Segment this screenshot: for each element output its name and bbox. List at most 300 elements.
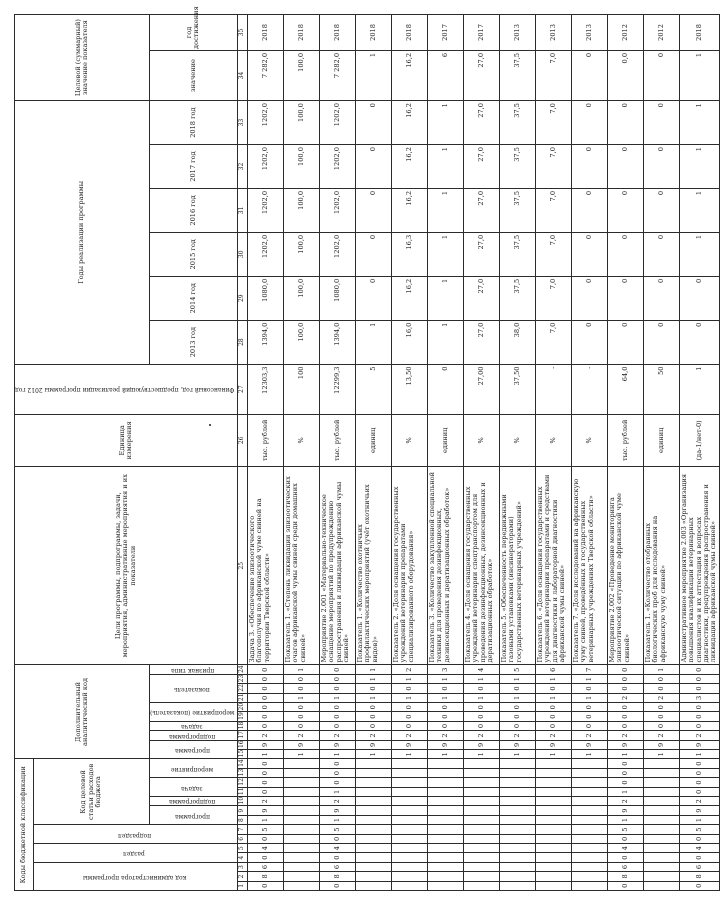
code-digit-cell: 0 bbox=[427, 721, 463, 730]
code-digit-cell bbox=[499, 778, 535, 787]
code-digit-cell bbox=[535, 853, 571, 862]
code-digit-cell: 2 bbox=[247, 797, 283, 806]
code-digit-cell: 6 bbox=[319, 862, 355, 871]
year-value-cell: 0 bbox=[679, 276, 719, 320]
code-digit-cell bbox=[283, 787, 319, 796]
financial-year-header: Финансовый год, предшествующий реализации программы 2012 год bbox=[15, 364, 238, 414]
code-digit-cell: 0 bbox=[283, 684, 319, 693]
unit-cell: % bbox=[535, 414, 571, 466]
code-digit-cell: 4 bbox=[463, 665, 499, 674]
year-value-cell: 0 bbox=[355, 276, 391, 320]
code-digit-cell: 0 bbox=[679, 881, 719, 890]
code-digit-cell: 0 bbox=[535, 703, 571, 712]
code-digit-cell: 0 bbox=[463, 712, 499, 721]
code-digit-cell: 0 bbox=[679, 787, 719, 796]
year-value-cell: 27,0 bbox=[463, 101, 499, 145]
code-digit-cell: 9 bbox=[247, 740, 283, 749]
code-digit-cell bbox=[283, 844, 319, 853]
goal-text-cell: Показатель 4. «Доля оснащения государственных учреждений ветеринарии спецтранспортом для проведения дезинфекционных, дезинсекционных и дератизационных обработок» bbox=[463, 466, 499, 665]
target-value-cell: 16,2 bbox=[391, 50, 427, 100]
code-digit-cell: 0 bbox=[247, 712, 283, 721]
code-digit-cell: 2 bbox=[391, 731, 427, 740]
code-digit-cell bbox=[643, 881, 679, 890]
code-digit-cell: 1 bbox=[607, 787, 643, 796]
column-index-cell: 13 bbox=[237, 768, 247, 777]
code-digit-cell: 2 bbox=[643, 731, 679, 740]
code-digit-cell: 0 bbox=[607, 703, 643, 712]
code-digit-cell: 0 bbox=[355, 712, 391, 721]
code-digit-cell: 1 bbox=[643, 750, 679, 759]
code-digit-cell: 0 bbox=[391, 712, 427, 721]
code-digit-cell: 0 bbox=[535, 721, 571, 730]
code-digit-cell: 3 bbox=[679, 693, 719, 702]
code-digit-cell: 2 bbox=[391, 665, 427, 674]
code-digit-cell bbox=[535, 768, 571, 777]
year-value-cell: 27,0 bbox=[463, 320, 499, 364]
target-year-cell: 2017 bbox=[427, 15, 463, 51]
column-index-cell: 34 bbox=[237, 50, 247, 100]
code-digit-cell bbox=[499, 806, 535, 815]
code-digit-cell: 2 bbox=[247, 731, 283, 740]
table-row bbox=[607, 15, 643, 891]
code-digit-cell bbox=[535, 806, 571, 815]
unit-cell: тыс. рублей bbox=[607, 414, 643, 466]
column-index-row bbox=[237, 15, 247, 891]
year-value-cell: 0 bbox=[643, 188, 679, 232]
code-digit-cell: 8 bbox=[319, 872, 355, 881]
code-digit-cell: 0 bbox=[319, 721, 355, 730]
year-value-cell: 1 bbox=[679, 232, 719, 276]
year-value-cell: 0 bbox=[355, 101, 391, 145]
goal-text-cell: Показатель 7. «Доля исследований на африканскую чуму свиней, проведённых в государственных ветеринарных учреждениях Тверской области» bbox=[571, 466, 607, 665]
base-year-cell: 37,50 bbox=[499, 364, 535, 414]
code-digit-cell: 1 bbox=[535, 693, 571, 702]
code-digit-cell bbox=[391, 853, 427, 862]
unit-header: Единица измерения bbox=[15, 414, 238, 466]
code-digit-cell bbox=[643, 853, 679, 862]
code-digit-cell: 9 bbox=[427, 740, 463, 749]
code-digit-cell bbox=[499, 853, 535, 862]
column-index-cell: 17 bbox=[237, 731, 247, 740]
code-digit-cell bbox=[391, 768, 427, 777]
code-digit-cell: 1 bbox=[463, 674, 499, 683]
code-digit-cell: 1 bbox=[355, 665, 391, 674]
unit-cell: % bbox=[571, 414, 607, 466]
code-digit-cell bbox=[355, 768, 391, 777]
code-digit-cell: 0 bbox=[607, 759, 643, 768]
code-digit-cell: 0 bbox=[679, 665, 719, 674]
year-value-cell: 100,0 bbox=[283, 232, 319, 276]
code-digit-cell: 0 bbox=[679, 674, 719, 683]
unit-cell: % bbox=[499, 414, 535, 466]
code-digit-cell: 9 bbox=[499, 740, 535, 749]
table-row bbox=[247, 15, 283, 891]
year-2018-header: 2018 год bbox=[149, 101, 237, 145]
year-value-cell: 16,2 bbox=[391, 276, 427, 320]
code-digit-cell: 1 bbox=[283, 693, 319, 702]
code-digit-cell: 0 bbox=[679, 768, 719, 777]
year-value-cell: 0 bbox=[607, 320, 643, 364]
target-value-cell: 7,0 bbox=[535, 50, 571, 100]
code-digit-cell: 5 bbox=[499, 665, 535, 674]
column-index-cell: 5 bbox=[237, 844, 247, 853]
code-digit-cell: 9 bbox=[391, 740, 427, 749]
column-index-cell: 33 bbox=[237, 101, 247, 145]
year-value-cell: 100,0 bbox=[283, 145, 319, 189]
column-index-cell: 31 bbox=[237, 188, 247, 232]
column-index-cell: 23 bbox=[237, 674, 247, 683]
code-digit-cell: 0 bbox=[247, 703, 283, 712]
year-value-cell: 0 bbox=[643, 320, 679, 364]
code-digit-cell: 0 bbox=[607, 665, 643, 674]
code-digit-cell bbox=[427, 834, 463, 843]
code-digit-cell bbox=[355, 853, 391, 862]
code-digit-cell bbox=[355, 825, 391, 834]
year-value-cell: 7,0 bbox=[535, 145, 571, 189]
year-value-cell: 1 bbox=[427, 320, 463, 364]
unit-cell: % bbox=[391, 414, 427, 466]
code-digit-cell: 1 bbox=[355, 750, 391, 759]
year-value-cell: 1202,0 bbox=[247, 232, 283, 276]
code-digit-cell: 0 bbox=[463, 684, 499, 693]
code-digit-cell bbox=[427, 862, 463, 871]
code-digit-cell: 0 bbox=[247, 787, 283, 796]
code-digit-cell: 0 bbox=[463, 703, 499, 712]
year-value-cell: 0 bbox=[607, 276, 643, 320]
code-digit-cell bbox=[391, 759, 427, 768]
code-digit-cell: 0 bbox=[319, 684, 355, 693]
code-digit-cell: 1 bbox=[319, 787, 355, 796]
code-digit-cell: 9 bbox=[355, 740, 391, 749]
code-digit-cell bbox=[571, 759, 607, 768]
code-digit-cell bbox=[355, 815, 391, 824]
code-digit-cell bbox=[391, 872, 427, 881]
code-digit-cell bbox=[463, 806, 499, 815]
year-value-cell: 0 bbox=[643, 232, 679, 276]
code-digit-cell bbox=[463, 759, 499, 768]
target-value-cell: 0,0 bbox=[607, 50, 643, 100]
base-year-cell: 12299,3 bbox=[319, 364, 355, 414]
code-digit-cell bbox=[463, 834, 499, 843]
column-index-cell: 6 bbox=[237, 834, 247, 843]
code-digit-cell bbox=[391, 806, 427, 815]
code-digit-cell bbox=[535, 881, 571, 890]
code-digit-cell: 1 bbox=[247, 750, 283, 759]
code-digit-cell: 0 bbox=[427, 703, 463, 712]
column-index-cell: 32 bbox=[237, 145, 247, 189]
year-value-cell: 0 bbox=[571, 188, 607, 232]
code-digit-cell: 1 bbox=[535, 674, 571, 683]
code-digit-cell: 2 bbox=[427, 731, 463, 740]
code-digit-cell: 1 bbox=[499, 750, 535, 759]
goal-text-cell: Показатель 1. «Количество охотничьих профилактических мероприятий (учёт охотничьих видов)» bbox=[355, 466, 391, 665]
year-value-cell: 0 bbox=[571, 320, 607, 364]
code-digit-cell: 9 bbox=[607, 740, 643, 749]
code-digit-cell bbox=[571, 825, 607, 834]
column-index-cell: 2 bbox=[237, 872, 247, 881]
column-index-cell: 22 bbox=[237, 684, 247, 693]
code-digit-cell bbox=[391, 862, 427, 871]
year-value-cell: 16,2 bbox=[391, 188, 427, 232]
code-digit-cell bbox=[643, 797, 679, 806]
code-digit-cell bbox=[391, 834, 427, 843]
code-digit-cell bbox=[643, 806, 679, 815]
code-digit-cell: 0 bbox=[571, 712, 607, 721]
code-digit-cell bbox=[283, 759, 319, 768]
year-value-cell: 27,0 bbox=[463, 188, 499, 232]
code-digit-cell: 0 bbox=[679, 853, 719, 862]
column-index-cell: 18 bbox=[237, 721, 247, 730]
target-header: Целевой (суммарный) значение показателя bbox=[15, 15, 150, 101]
year-value-cell: 37,5 bbox=[499, 188, 535, 232]
code-digit-cell bbox=[463, 844, 499, 853]
base-year-cell: 64,0 bbox=[607, 364, 643, 414]
year-value-cell: 1202,0 bbox=[319, 232, 355, 276]
code-digit-cell bbox=[463, 825, 499, 834]
target-value-cell: 100,0 bbox=[283, 50, 319, 100]
code-digit-cell: 0 bbox=[535, 684, 571, 693]
year-value-cell: 0 bbox=[607, 232, 643, 276]
code-digit-cell: 8 bbox=[247, 872, 283, 881]
goal-text-cell: Мероприятие 2.001 «Материально-техническое оснащение мероприятий по предупреждению распространения и ликвидации африканской чумы свиней» bbox=[319, 466, 355, 665]
code-digit-cell bbox=[283, 806, 319, 815]
code-digit-cell bbox=[535, 862, 571, 871]
code-digit-cell bbox=[355, 759, 391, 768]
rotated-table-wrapper bbox=[14, 6, 718, 891]
code-digit-cell: 0 bbox=[607, 853, 643, 862]
code-digit-cell bbox=[463, 787, 499, 796]
code-digit-cell bbox=[427, 768, 463, 777]
year-value-cell: 7,0 bbox=[535, 320, 571, 364]
code-digit-cell: 0 bbox=[283, 674, 319, 683]
code-digit-cell bbox=[571, 806, 607, 815]
code-digit-cell: 9 bbox=[679, 806, 719, 815]
base-year-cell: 12303,3 bbox=[247, 364, 283, 414]
code-digit-cell bbox=[643, 862, 679, 871]
table-row bbox=[427, 15, 463, 891]
code-digit-cell: 1 bbox=[427, 674, 463, 683]
column-index-cell: 30 bbox=[237, 232, 247, 276]
code-digit-cell bbox=[355, 806, 391, 815]
expenditure-code-header: Код целевой статьи расходов бюджета bbox=[34, 759, 150, 825]
code-digit-cell bbox=[283, 862, 319, 871]
code-digit-cell: 2 bbox=[283, 731, 319, 740]
year-value-cell: 100,0 bbox=[283, 188, 319, 232]
unit-cell: тыс. рублей bbox=[247, 414, 283, 466]
year-value-cell: 16,2 bbox=[391, 101, 427, 145]
table-row bbox=[679, 15, 719, 891]
base-year-cell: 13,50 bbox=[391, 364, 427, 414]
code-digit-cell: 0 bbox=[247, 684, 283, 693]
code-digit-cell: 0 bbox=[679, 703, 719, 712]
code-digit-cell: 2 bbox=[607, 797, 643, 806]
code-digit-cell bbox=[499, 787, 535, 796]
code-digit-cell: 0 bbox=[499, 721, 535, 730]
goal-text-cell: Мероприятие 2.002 «Проведение мониторинга эпизоотической ситуации по африканской чуме свиней» bbox=[607, 466, 643, 665]
code-digit-cell: 3 bbox=[427, 665, 463, 674]
table-row bbox=[355, 15, 391, 891]
year-2013-header: 2013 год bbox=[149, 320, 237, 364]
target-value-cell: 1 bbox=[355, 50, 391, 100]
code-digit-cell bbox=[571, 797, 607, 806]
year-value-cell: 7,0 bbox=[535, 276, 571, 320]
code-digit-cell bbox=[571, 768, 607, 777]
code-digit-cell: 1 bbox=[679, 750, 719, 759]
code-digit-cell bbox=[643, 787, 679, 796]
code-digit-cell: 1 bbox=[679, 815, 719, 824]
code-digit-cell bbox=[643, 759, 679, 768]
code-digit-cell: 0 bbox=[499, 712, 535, 721]
target-year-cell: 2018 bbox=[355, 15, 391, 51]
base-year-cell: 27,00 bbox=[463, 364, 499, 414]
goal-text-cell: Показатель 3. «Количество закупленной специальной техники для проведения дезинфекционных, дезинсекционных и дератизационных обработок» bbox=[427, 466, 463, 665]
code-digit-cell: 1 bbox=[391, 674, 427, 683]
year-value-cell: 0 bbox=[571, 101, 607, 145]
year-2017-header: 2017 год bbox=[149, 145, 237, 189]
code-digit-cell: 9 bbox=[283, 740, 319, 749]
column-index-cell: 8 bbox=[237, 815, 247, 824]
code-digit-cell: 0 bbox=[571, 684, 607, 693]
year-value-cell: 0 bbox=[607, 145, 643, 189]
code-digit-cell: 2 bbox=[679, 731, 719, 740]
column-index-cell: 15 bbox=[237, 750, 247, 759]
code-digit-cell: 1 bbox=[319, 750, 355, 759]
column-index-cell: 10 bbox=[237, 797, 247, 806]
year-value-cell: 1 bbox=[355, 320, 391, 364]
code-digit-cell bbox=[463, 778, 499, 787]
code-digit-cell: 1 bbox=[427, 693, 463, 702]
year-value-cell: 7,0 bbox=[535, 188, 571, 232]
code-digit-cell: 0 bbox=[679, 759, 719, 768]
code-digit-cell bbox=[535, 825, 571, 834]
goal-text-cell: Показатель 1. «Степень ликвидации эпизоотических очагов африканской чумы свиней среди домашних свиней» bbox=[283, 466, 319, 665]
table-row bbox=[391, 15, 427, 891]
year-value-cell: 0 bbox=[643, 101, 679, 145]
code-digit-cell: 0 bbox=[607, 721, 643, 730]
target-year-cell: 2013 bbox=[535, 15, 571, 51]
code-digit-cell: 6 bbox=[535, 665, 571, 674]
code-digit-cell: 0 bbox=[391, 721, 427, 730]
year-value-cell: 1 bbox=[679, 188, 719, 232]
code-digit-cell bbox=[463, 872, 499, 881]
year-value-cell: 1 bbox=[427, 101, 463, 145]
code-digit-cell: 0 bbox=[319, 853, 355, 862]
code-digit-cell: 7 bbox=[571, 665, 607, 674]
base-year-cell: 1 bbox=[679, 364, 719, 414]
unit-cell: единиц bbox=[355, 414, 391, 466]
year-value-cell: 0 bbox=[607, 188, 643, 232]
code-digit-cell bbox=[499, 768, 535, 777]
code-digit-cell: 0 bbox=[319, 768, 355, 777]
year-value-cell: 1 bbox=[427, 188, 463, 232]
goal-text-cell: Показатель 5. «Обеспеченность передвижными газовыми установками (инсинераторами) государственных ветеринарных учреждений» bbox=[499, 466, 535, 665]
target-year-cell: 2017 bbox=[463, 15, 499, 51]
year-value-cell: 100,0 bbox=[283, 320, 319, 364]
code-digit-cell: 0 bbox=[247, 665, 283, 674]
code-digit-cell: 0 bbox=[355, 703, 391, 712]
code-digit-cell: 9 bbox=[463, 740, 499, 749]
year-value-cell: 37,5 bbox=[499, 276, 535, 320]
code-digit-cell bbox=[283, 825, 319, 834]
code-digit-cell bbox=[643, 844, 679, 853]
code-digit-cell: 1 bbox=[463, 750, 499, 759]
code-digit-cell: 8 bbox=[607, 872, 643, 881]
target-value-header: значение bbox=[149, 50, 237, 100]
code-digit-cell: 0 bbox=[247, 853, 283, 862]
code-digit-cell: 0 bbox=[391, 703, 427, 712]
add-type-header: признак типа bbox=[149, 665, 237, 674]
code-digit-cell: 2 bbox=[319, 731, 355, 740]
column-index-cell: 29 bbox=[237, 276, 247, 320]
year-value-cell: 7,0 bbox=[535, 232, 571, 276]
target-year-cell: 2012 bbox=[643, 15, 679, 51]
target-value-cell: 7 282,0 bbox=[319, 50, 355, 100]
target-year-cell: 2018 bbox=[319, 15, 355, 51]
code-digit-cell: 0 bbox=[643, 712, 679, 721]
column-index-cell: 24 bbox=[237, 665, 247, 674]
target-year-cell: 2018 bbox=[247, 15, 283, 51]
code-digit-cell bbox=[463, 768, 499, 777]
code-digit-cell: 0 bbox=[319, 703, 355, 712]
year-value-cell: 1202,0 bbox=[247, 101, 283, 145]
base-year-cell: 50 bbox=[643, 364, 679, 414]
code-digit-cell: 0 bbox=[607, 768, 643, 777]
code-digit-cell bbox=[571, 872, 607, 881]
column-index-cell: 28 bbox=[237, 320, 247, 364]
code-digit-cell: 0 bbox=[247, 768, 283, 777]
year-value-cell: 1202,0 bbox=[247, 145, 283, 189]
column-index-cell: 26 bbox=[237, 414, 247, 466]
code-digit-cell: 1 bbox=[571, 693, 607, 702]
unit-cell: % bbox=[463, 414, 499, 466]
column-index-cell: 27 bbox=[237, 364, 247, 414]
code-digit-cell bbox=[571, 862, 607, 871]
code-digit-cell bbox=[499, 862, 535, 871]
year-value-cell: 1394,0 bbox=[247, 320, 283, 364]
goal-text-header: Цели программы, подпрограммы, задачи, мероприятия, административные мероприятия и их показатели bbox=[15, 466, 238, 665]
code-digit-cell: 1 bbox=[571, 750, 607, 759]
code-digit-cell bbox=[427, 797, 463, 806]
program-indicators-table bbox=[14, 6, 720, 891]
code-digit-cell: 0 bbox=[607, 881, 643, 890]
code-digit-cell: 0 bbox=[463, 721, 499, 730]
years-header: Годы реализации программы bbox=[15, 101, 150, 364]
column-index-cell: 3 bbox=[237, 862, 247, 871]
unit-cell: % bbox=[283, 414, 319, 466]
code-digit-cell bbox=[643, 825, 679, 834]
code-digit-cell: 4 bbox=[607, 844, 643, 853]
column-index-cell: 35 bbox=[237, 15, 247, 51]
code-digit-cell bbox=[499, 797, 535, 806]
code-digit-cell: 0 bbox=[247, 778, 283, 787]
code-digit-cell bbox=[535, 797, 571, 806]
code-digit-cell bbox=[427, 806, 463, 815]
table-row bbox=[535, 15, 571, 891]
code-digit-cell: 0 bbox=[427, 684, 463, 693]
table-body bbox=[247, 15, 719, 891]
code-digit-cell bbox=[283, 881, 319, 890]
year-value-cell: 0 bbox=[643, 276, 679, 320]
code-digit-cell bbox=[463, 881, 499, 890]
direction-item-header: мероприятие bbox=[149, 759, 237, 778]
column-index-cell: 14 bbox=[237, 759, 247, 768]
code-digit-cell bbox=[571, 853, 607, 862]
year-value-cell: 27,0 bbox=[463, 276, 499, 320]
code-digit-cell bbox=[643, 834, 679, 843]
code-digit-cell bbox=[499, 872, 535, 881]
year-value-cell: 0 bbox=[571, 145, 607, 189]
add-program-header: программа bbox=[149, 740, 237, 759]
